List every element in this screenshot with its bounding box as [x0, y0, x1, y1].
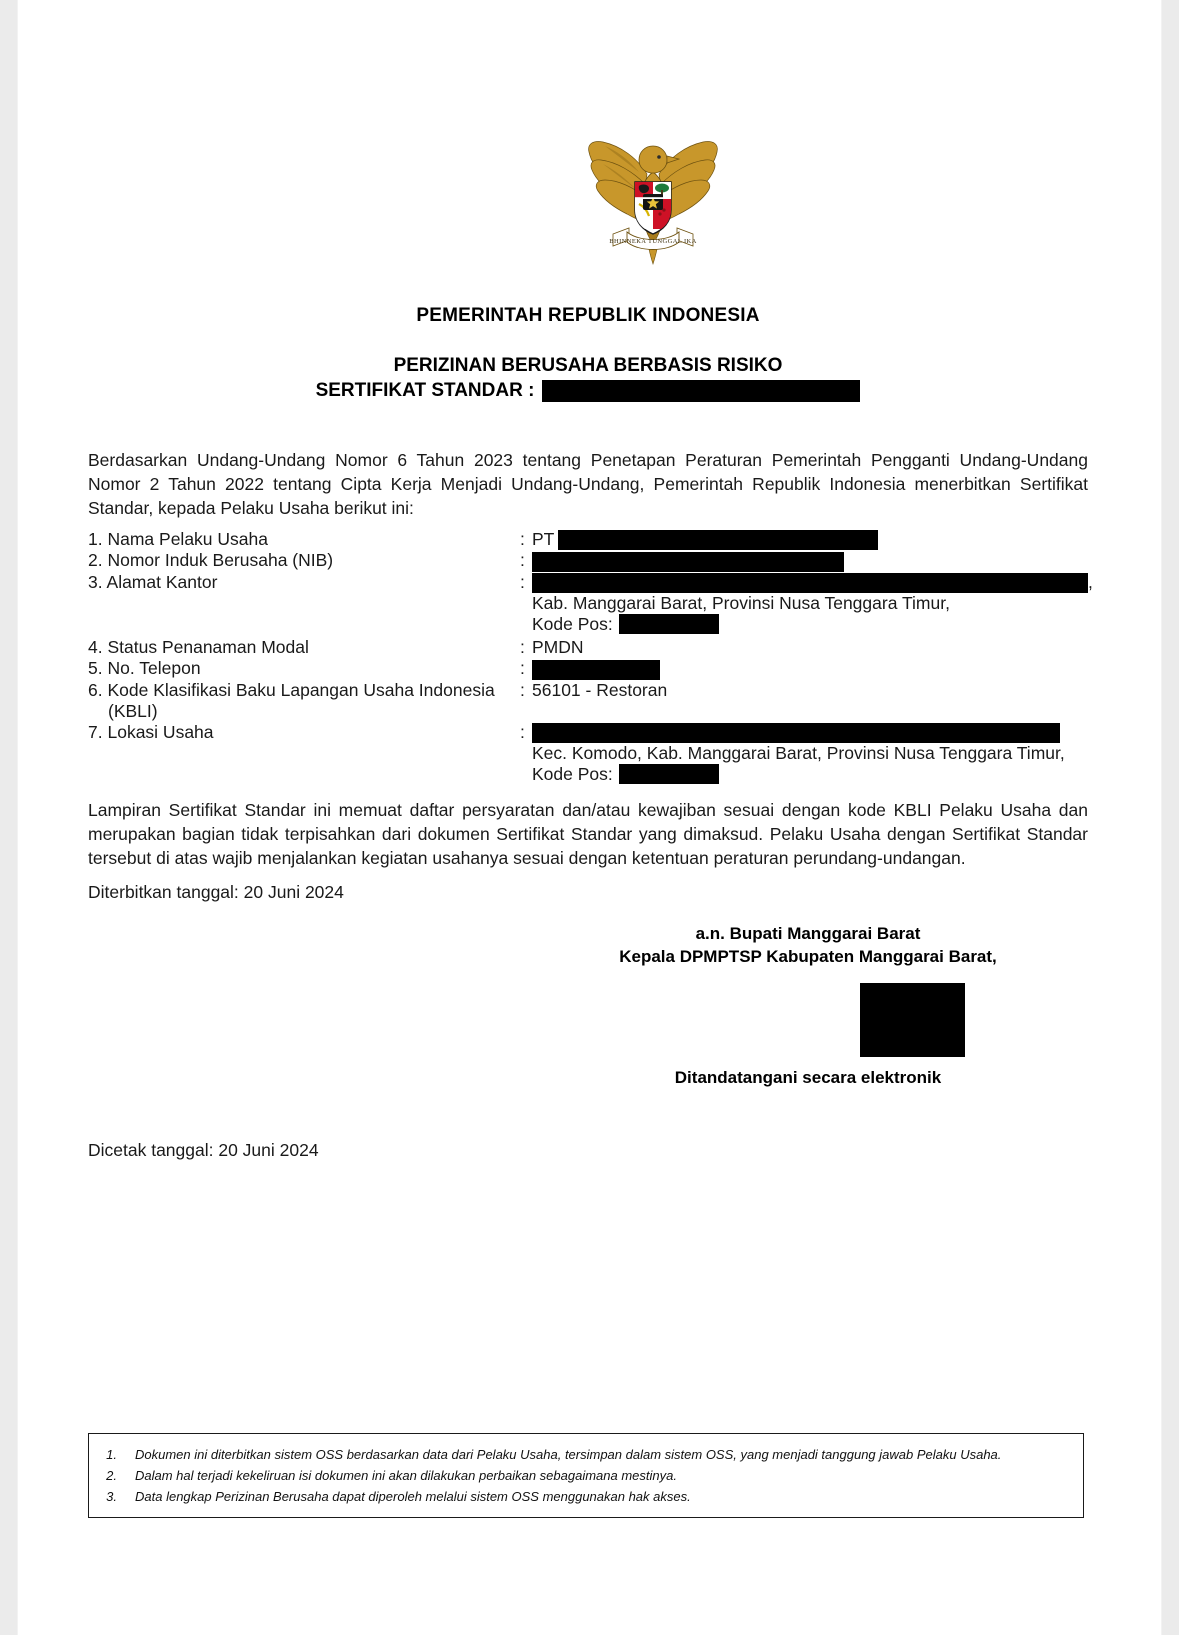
- footer-note-item: [89, 1444, 1077, 1465]
- redaction-bar: [619, 764, 719, 784]
- detail-row-nib: [88, 550, 1088, 571]
- page-title-licensing: PERIZINAN BERUSAHA BERBASIS RISIKO: [393, 355, 783, 376]
- detail-subline-kbli-label2: [88, 701, 1088, 722]
- redaction-bar: [619, 614, 719, 634]
- detail-separator: :: [520, 529, 525, 549]
- detail-separator: :: [520, 679, 525, 700]
- redaction-bar: [532, 723, 1060, 743]
- certificate-number-label: SERTIFIKAT STANDAR :: [315, 380, 535, 401]
- redaction-bar: [532, 660, 660, 680]
- lokasi-kodepos-label: Kode Pos:: [532, 763, 613, 784]
- alamat-trailing-comma: ,: [1088, 571, 1093, 592]
- page-gutter-left: [0, 0, 18, 1635]
- page-title-country: PEMERINTAH REPUBLIK INDONESIA: [416, 305, 760, 326]
- detail-row-alamat-kantor: [88, 571, 1093, 593]
- detail-separator: :: [520, 637, 525, 658]
- signature-stamp-redaction: [860, 983, 965, 1057]
- alamat-kodepos-label: Kode Pos:: [532, 614, 613, 635]
- footer-note-number: 2.: [106, 1468, 117, 1483]
- footer-note-text: Dokumen ini diterbitkan sistem OSS berdasarkan data dari Pelaku Usaha, tersimpan dalam sistem OSS, yang menjadi tanggung jawab Pelaku Usaha.: [135, 1447, 1002, 1462]
- kbli-label-line2: (KBLI): [108, 700, 158, 721]
- printed-date-line: Dicetak tanggal: 20 Juni 2024: [88, 1140, 319, 1160]
- issued-date-line: Diterbitkan tanggal: 20 Juni 2024: [88, 882, 344, 902]
- footer-note-item: [89, 1465, 1077, 1486]
- page-gutter-right: [1161, 0, 1179, 1635]
- detail-row-kbli: [88, 680, 1088, 701]
- redaction-bar: [558, 530, 878, 550]
- detail-label-nama-pelaku-usaha: 1. Nama Pelaku Usaha: [88, 529, 268, 549]
- alamat-kota-text: Kab. Manggarai Barat, Provinsi Nusa Tenggara Timur,: [532, 593, 950, 614]
- footer-note-text: Data lengkap Perizinan Berusaha dapat diperoleh melalui sistem OSS menggunakan hak akses.: [135, 1489, 691, 1504]
- detail-separator: :: [520, 571, 525, 592]
- detail-row-nama-pelaku-usaha: [88, 529, 1088, 550]
- signature-line-2: Kepala DPMPTSP Kabupaten Manggarai Barat,: [619, 947, 997, 966]
- footer-note-item: [89, 1486, 1077, 1507]
- garuda-pancasila-emblem: [583, 128, 723, 276]
- detail-value-nib: [532, 550, 1088, 571]
- lokasi-kecamatan-text: Kec. Komodo, Kab. Manggarai Barat, Provinsi Nusa Tenggara Timur,: [532, 742, 1065, 763]
- detail-label-kbli: 6. Kode Klasifikasi Baku Lapangan Usaha Indonesia: [88, 679, 495, 700]
- detail-subline-lokasi-kecamatan: [88, 743, 1088, 764]
- lampiran-paragraph: Lampiran Sertifikat Standar ini memuat daftar persyaratan dan/atau kewajiban sesuai dengan kode KBLI Pelaku Usaha dan merupakan bagian tidak terpisahkan dari dokumen Sertifikat Standar yang dimaksud. Pelaku Usaha dengan Sertifikat Standar tersebut di atas wajib menjalankan kegiatan usahanya sesuai dengan ketentuan peraturan perundang-undangan.: [88, 800, 1088, 868]
- business-details-list: [88, 529, 1093, 785]
- certificate-number-line: [88, 380, 1088, 402]
- footer-note-text: Dalam hal terjadi kekeliruan isi dokumen ini akan dilakukan perbaikan sebagaimana mestinya.: [135, 1468, 677, 1483]
- redaction-bar: [532, 552, 844, 572]
- detail-subline-alamat-kodepos: [88, 614, 1088, 635]
- detail-value-status-penanaman-modal: PMDN: [532, 637, 584, 658]
- detail-value-lokasi-usaha: [532, 722, 1088, 743]
- detail-separator: :: [520, 721, 525, 742]
- detail-label-lokasi-usaha: 7. Lokasi Usaha: [88, 721, 214, 742]
- footer-note-number: 3.: [106, 1489, 117, 1504]
- detail-subline-lokasi-kodepos: [88, 764, 1088, 785]
- signature-line-1: a.n. Bupati Manggarai Barat: [695, 924, 921, 943]
- signature-authority-block: [528, 922, 1088, 968]
- redaction-bar: [532, 573, 1088, 593]
- electronic-signature-note: Ditandatangani secara elektronik: [674, 1068, 942, 1087]
- detail-row-status-penanaman-modal: [88, 637, 1088, 658]
- detail-row-lokasi-usaha: [88, 722, 1088, 743]
- detail-separator: :: [520, 658, 525, 679]
- detail-separator: :: [520, 550, 525, 571]
- detail-value-alamat-kantor: [532, 572, 1093, 593]
- detail-value-no-telepon: [532, 658, 1088, 679]
- detail-row-no-telepon: [88, 658, 1088, 679]
- certificate-paper: [18, 0, 1161, 1635]
- detail-label-nib: 2. Nomor Induk Berusaha (NIB): [88, 550, 334, 571]
- detail-label-status-penanaman-modal: 4. Status Penanaman Modal: [88, 637, 309, 658]
- detail-label-alamat-kantor: 3. Alamat Kantor: [88, 571, 218, 592]
- detail-label-no-telepon: 5. No. Telepon: [88, 658, 201, 679]
- certificate-number-redaction: [542, 380, 860, 402]
- footer-note-number: 1.: [106, 1447, 117, 1462]
- intro-paragraph: Berdasarkan Undang-Undang Nomor 6 Tahun 2023 tentang Penetapan Peraturan Pemerintah Pengganti Undang-Undang Nomor 2 Tahun 2022 tentang Cipta Kerja Menjadi Undang-Undang, Pemerintah Republik Indonesia menerbitkan Sertifikat Standar, kepada Pelaku Usaha berikut ini:: [88, 450, 1088, 518]
- detail-subline-alamat-kota: [88, 593, 1088, 614]
- footer-notes-box: [88, 1433, 1084, 1518]
- detail-value-kbli: 56101 - Restoran: [532, 679, 668, 700]
- detail-value-nama-pelaku-usaha: PT: [532, 529, 1088, 550]
- svg-text:BHINNEKA TUNGGAL IKA: BHINNEKA TUNGGAL IKA: [609, 238, 697, 245]
